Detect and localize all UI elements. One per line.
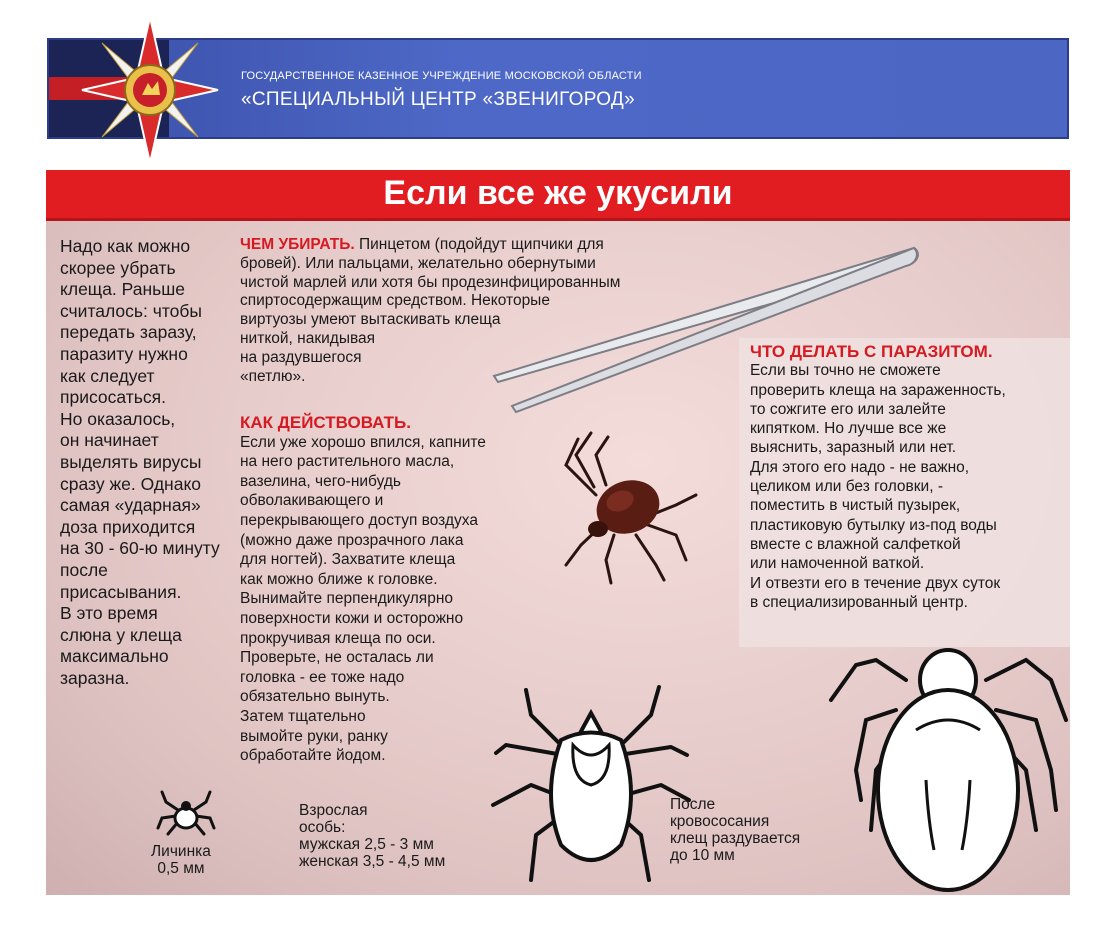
action-line: перекрывающего доступ воздуха	[240, 511, 478, 529]
adult-l2: особь:	[299, 819, 346, 836]
action-line: обработайте йодом.	[240, 747, 386, 765]
action-line: (можно даже прозрачного лака	[240, 531, 464, 549]
intro-line: доза приходится	[60, 516, 196, 537]
remove-first-line	[240, 236, 720, 255]
parasite-line: в специализированный центр.	[750, 593, 968, 611]
parasite-line: И отвезти его в течение двух суток	[750, 574, 1001, 592]
intro-line: как следует	[60, 365, 155, 386]
title-bar	[46, 170, 1070, 221]
action-line: головка - ее тоже надо	[240, 668, 405, 686]
parasite-line: Для этого его надо - не важно,	[750, 458, 970, 476]
parasite-line: то сожгите его или залейте	[750, 400, 946, 418]
action-line: обволакивающего и	[240, 492, 384, 510]
remove-line: на раздувшегося	[240, 348, 362, 366]
larva-label: Личинка	[151, 843, 211, 860]
remove-line: спиртосодержащим средством. Некоторые	[240, 292, 550, 310]
remove-line: бровей). Или пальцами, желательно обернутыми	[240, 254, 596, 272]
action-line: Затем тщательно	[240, 707, 366, 725]
action-heading: КАК ДЕЙСТВОВАТЬ.	[240, 413, 411, 432]
engorged-l3: клещ раздувается	[670, 830, 801, 847]
intro-line: считалось: чтобы	[60, 300, 202, 321]
adult-male: мужская 2,5 - 3 мм	[299, 836, 434, 853]
action-line: как можно ближе к головке.	[240, 570, 438, 588]
intro-line: В это время	[60, 603, 158, 624]
parasite-line: Если вы точно не сможете	[750, 362, 941, 380]
intro-line: присосаться.	[60, 387, 166, 408]
parasite-line: проверить клеща на зараженность,	[750, 381, 1006, 399]
adult-caption	[299, 802, 445, 870]
org-line2: «СПЕЦИАЛЬНЫЙ ЦЕНТР «ЗВЕНИГОРОД»	[241, 89, 635, 110]
intro-line: сразу же. Однако	[60, 473, 202, 494]
engorged-l2: кровососания	[670, 813, 770, 830]
intro-line: заразна.	[60, 667, 130, 688]
engorged-l4: до 10 мм	[670, 847, 735, 864]
larva-tick-icon	[156, 790, 216, 840]
org-line1: ГОСУДАРСТВЕННОЕ КАЗЕННОЕ УЧРЕЖДЕНИЕ МОСКОВСКОЙ ОБЛАСТИ	[241, 70, 642, 82]
parasite-line: пластиковую бутылку из-под воды	[750, 516, 997, 534]
intro-line: он начинает	[60, 430, 159, 451]
adult-l1: Взрослая	[299, 802, 368, 819]
action-line: для ногтей). Захватите клеща	[240, 551, 456, 569]
intro-line: Но оказалось,	[60, 408, 176, 429]
poster-title: Если все же укусили	[383, 174, 733, 212]
remove-section	[240, 236, 720, 386]
remove-line: виртуозы умеют вытаскивать клеща	[240, 311, 501, 329]
poster	[46, 170, 1070, 895]
intro-text	[60, 236, 230, 689]
action-line: прокручивая клеща по оси.	[240, 629, 436, 647]
action-line: поверхности кожи и осторожно	[240, 609, 464, 627]
intro-line: скорее убрать	[60, 257, 176, 278]
larva-size: 0,5 мм	[157, 860, 205, 877]
remove-line: ниткой, накидывая	[240, 329, 376, 347]
intro-line: Надо как можно	[60, 236, 191, 256]
remove-line: «петлю».	[240, 367, 306, 385]
intro-line: выделять вирусы	[60, 451, 202, 472]
parasite-section	[750, 342, 1070, 612]
remove-first-text: Пинцетом (подойдут щипчики для	[359, 236, 604, 253]
action-line: Вынимайте перпендикулярно	[240, 590, 453, 608]
engorged-caption	[670, 796, 800, 864]
adult-female: женская 3,5 - 4,5 мм	[299, 853, 446, 870]
intro-line: паразиту нужно	[60, 343, 188, 364]
intro-line: присасывания.	[60, 581, 182, 602]
action-line: Проверьте, не осталась ли	[240, 649, 434, 667]
parasite-line: кипятком. Но лучше все же	[750, 420, 947, 438]
intro-line: самая «ударная»	[60, 495, 201, 516]
action-line: вымойте руки, ранку	[240, 727, 388, 745]
intro-line: клеща. Раньше	[60, 279, 186, 300]
engorged-l1: После	[670, 796, 716, 813]
remove-heading: ЧЕМ УБИРАТЬ.	[240, 236, 355, 253]
intro-line: максимально	[60, 646, 169, 667]
intro-line: на 30 - 60-ю минуту	[60, 538, 220, 559]
remove-line: чистой марлей или хотя бы продезинфицированным	[240, 273, 621, 291]
action-line: обязательно вынуть.	[240, 688, 390, 706]
parasite-line: или намоченной ваткой.	[750, 555, 925, 573]
parasite-heading: ЧТО ДЕЛАТЬ С ПАРАЗИТОМ.	[750, 342, 993, 361]
larva-caption	[151, 843, 211, 877]
intro-line: слюна у клеща	[60, 624, 182, 645]
adult-tick-icon	[491, 685, 691, 885]
emblem-star-icon	[80, 15, 220, 165]
intro-line: передать заразу,	[60, 322, 197, 343]
action-line: Если уже хорошо впился, капните	[240, 433, 486, 451]
parasite-line: выяснить, заразный или нет.	[750, 439, 957, 457]
parasite-line: поместить в чистый пузырек,	[750, 497, 961, 515]
parasite-line: вместе с влажной салфеткой	[750, 535, 961, 553]
intro-line: после	[60, 559, 108, 580]
parasite-line: целиком или без головки, -	[750, 478, 943, 496]
engorged-tick-icon	[826, 640, 1070, 895]
action-line: на него растительного масла,	[240, 453, 455, 471]
action-line: вазелина, чего-нибудь	[240, 472, 401, 490]
